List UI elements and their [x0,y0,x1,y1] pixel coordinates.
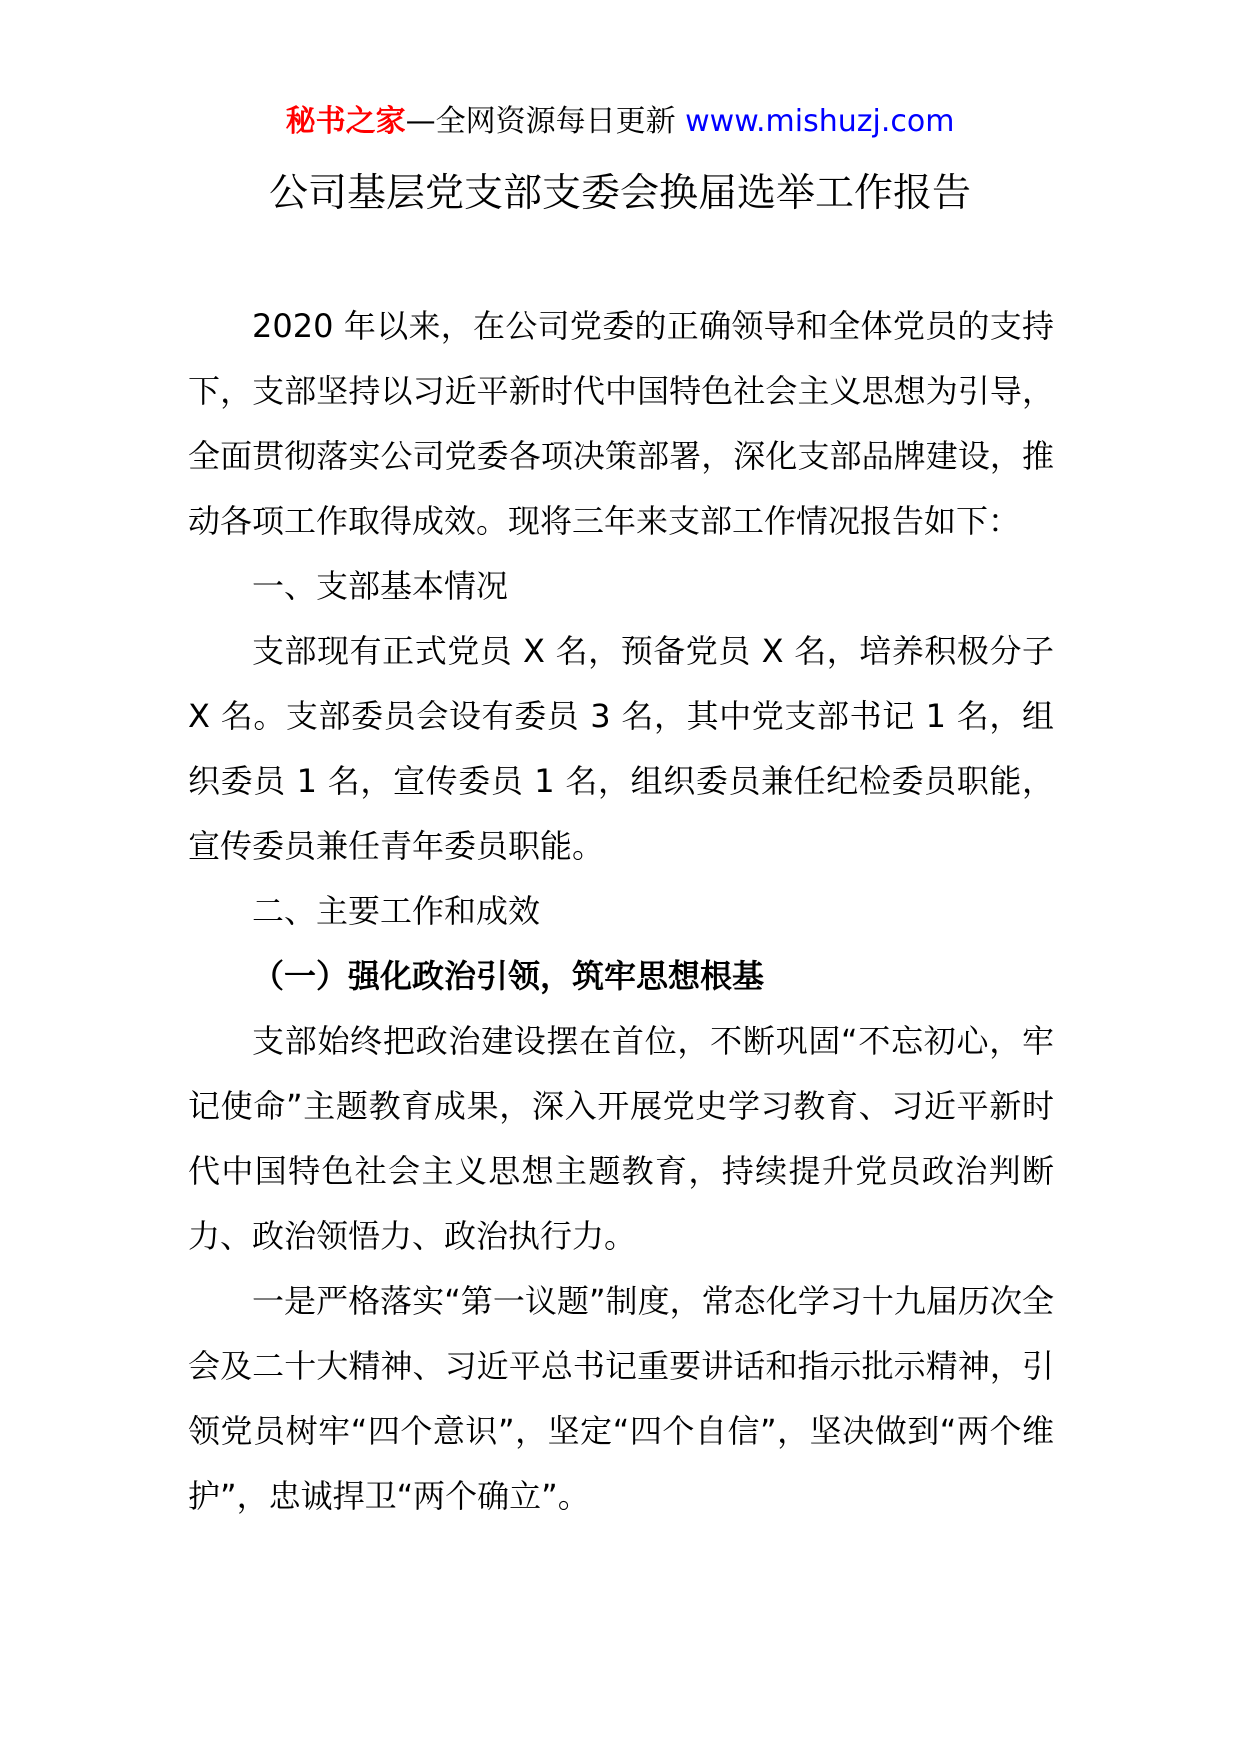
site-header [0,102,1240,142]
site-brand: 秘书之家 [285,104,406,139]
section-heading-basic-situation: 一、支部基本情况 [252,567,509,605]
first-topic-paragraph: 一是严格落实“第一议题”制度，常态化学习十九届历次全会及二十大精神、习近平总书记重要讲话和指示批示精神，引领党员树牢“四个意识”，坚定“四个自信”，坚决做到“两个维护”，忠诚捍卫“两个确立”。 [188,1282,1054,1515]
document-title: 公司基层党支部支委会换届选举工作报告 [268,171,971,216]
subsection-heading-political-guidance: （一）强化政治引领，筑牢思想根基 [252,957,765,995]
intro-paragraph: 2020 年以来，在公司党委的正确领导和全体党员的支持下，支部坚持以习近平新时代中国特色社会主义思想为引导，全面贯彻落实公司党委各项决策部署，深化支部品牌建设，推动各项工作取得成效。现将三年来支部工作情况报告如下： [188,307,1054,540]
site-url-link[interactable]: www.mishuzj.com [685,104,955,139]
document-body [188,294,1054,1529]
site-tagline: —全网资源每日更新 [405,104,676,139]
section-heading-main-work: 二、主要工作和成效 [252,892,541,930]
basic-situation-paragraph: 支部现有正式党员 X 名，预备党员 X 名，培养积极分子 X 名。支部委员会设有委员 3 名，其中党支部书记 1 名，组织委员 1 名，宣传委员 1 名，组织委员兼任纪检委员职能，宣传委员兼任青年委员职能。 [188,632,1054,865]
political-guidance-paragraph: 支部始终把政治建设摆在首位，不断巩固“不忘初心，牢记使命”主题教育成果，深入开展党史学习教育、习近平新时代中国特色社会主义思想主题教育，持续提升党员政治判断力、政治领悟力、政治执行力。 [188,1022,1054,1255]
